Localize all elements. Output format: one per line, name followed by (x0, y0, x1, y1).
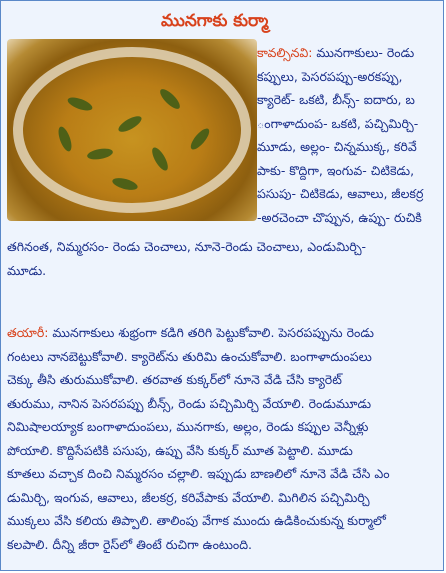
ingredients-line: తగినంత, నిమ్మరసం- రెండు చెంచాలు, నూనె-రెండు చెంచాలు, ఎండుమిర్చి- (7, 239, 367, 254)
preparation-line: కూతలు వచ్చాక దించి నిమ్మరసం చల్లాలి. ఇప్పుడు బాణలిలో నూనె వేడి చేసి ఎం (7, 466, 390, 481)
ingredients-line: ంగాళాదుంప- ఒకటి, పచ్చిమిర్చి- (257, 115, 419, 131)
ingredients-line: పసుపు- చిటికెడు, ఆవాలు, జీలకర్ర (257, 186, 424, 201)
ingredients-continued (7, 235, 366, 282)
ingredients-line: కప్పులు, పెసరపప్పు-అరకప్పు, (257, 68, 403, 84)
ingredients-line: పాకు- కొద్దిగా, ఇంగువ- చిటికెడు, (257, 162, 415, 178)
preparation-line: డుమిర్చి, ఇంగువ, ఆవాలు, జీలకర్ర, కరివేపాకు వేయాలి. మిగిలిన పచ్చిమిర్చి (7, 489, 370, 505)
ingredients-line: కావల్సినవి: మునగాకులు- రెండు (257, 45, 415, 60)
ingredients-line: మూడు, అల్లం- చిన్నముక్క, కరివే (257, 139, 417, 154)
preparation-line: చెక్కు తీసి తురుముకోవాలి. తరవాత కుక్కర్‌లో నూనె వేడి చేసి క్యారెట్ (7, 372, 342, 387)
ingredients-line: మూడు. (7, 262, 47, 278)
dish-photo (7, 39, 257, 221)
preparation-line: పోయాలి. కొద్దిసేపటికి పసుపు, ఉప్పు వేసి కుక్కర్ మూత పెట్టాలి. మూడు (7, 442, 353, 458)
preparation-line: ముక్కలు వేసి కలియ తిప్పాలి. తాలింపు వేగాక ముందు ఉడికించుకున్న కుర్మాలో (7, 513, 386, 528)
preparation-line: తురుము, నానిన పెసరపప్పు బీన్స్, రెండు పచ్చిమిర్చి వేయాలి. రెండుమూడు (7, 395, 372, 411)
preparation-line: తయారీ: మునగాకులు శుభ్రంగా కడిగి తరిగి పెట్టుకోవాలి. పెసరపప్పును రెండు (7, 325, 374, 340)
ingredients-block (257, 41, 423, 229)
preparation-label: తయారీ: (7, 325, 49, 340)
ingredients-label: కావల్సినవి: (257, 45, 313, 60)
preparation-line: నిమిషాలయ్యాక బంగాళాదుంపలు, మునగాకు, అల్లం, రెండు కప్పుల వెన్నీళ్లు (7, 419, 369, 434)
preparation-block (7, 321, 390, 556)
recipe-title: మునగాకు కుర్మా (161, 11, 269, 31)
preparation-line: గంటలు నానబెట్టుకోవాలి. క్యారెట్‌ను తురిమి ఉంచుకోవాలి. బంగాళాదుంపలు (7, 348, 372, 364)
ingredients-line: -అరచెంచా చొప్పున, ఉప్పు- రుచికి (257, 209, 422, 225)
ingredients-line: క్యారెట్- ఒకటి, బీన్స్- ఐదారు, బ (257, 92, 415, 107)
preparation-line: కలపాలి. దీన్ని జీరా రైస్‌లో తింటే రుచిగా ఉంటుంది. (7, 536, 253, 552)
